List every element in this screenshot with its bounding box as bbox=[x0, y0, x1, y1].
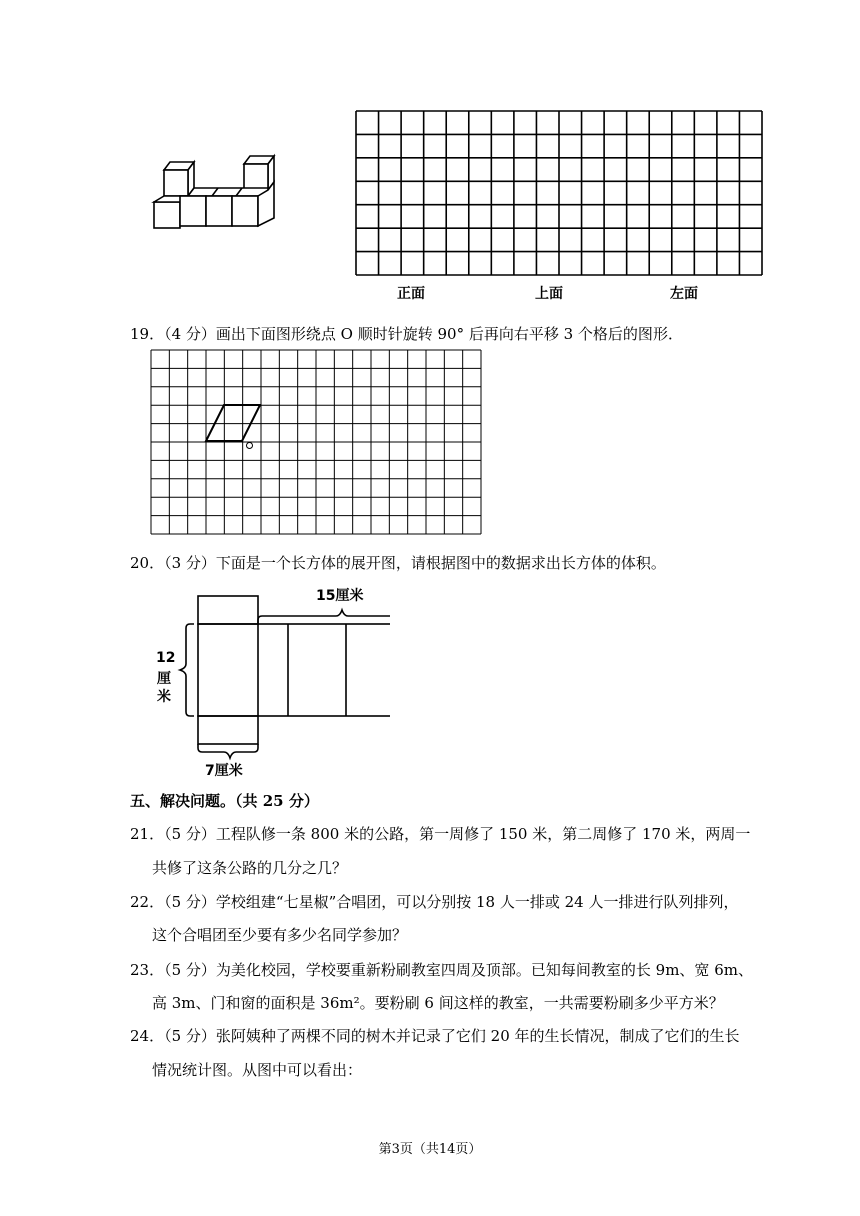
question-21-line2: 共修了这条公路的几分之几？ bbox=[152, 859, 348, 877]
question-24-line1: 24．（5 分）张阿姨种了两棵不同的树木并记录了它们 20 年的生长情况，制成了它们的生长 bbox=[130, 1027, 740, 1045]
left-view-label: 左面 bbox=[670, 286, 698, 302]
section-5-heading: 五、解决问题。（共 25 分） bbox=[130, 792, 319, 810]
question-22-line1: 22．（5 分）学校组建“七星椒”合唱团，可以分别按 18 人一排或 24 人一排进行队列排列， bbox=[130, 893, 739, 911]
top-view-label: 上面 bbox=[535, 286, 563, 302]
cuboid-net bbox=[150, 580, 390, 775]
label-12-unit2: 米 bbox=[157, 689, 171, 705]
question-24-line2: 情况统计图。从图中可以看出： bbox=[152, 1061, 363, 1079]
question-23-line2: 高 3m、门和窗的面积是 36m²。要粉刷 6 间这样的教室，一共需要粉刷多少平方米？ bbox=[152, 994, 724, 1012]
question-22-line2: 这个合唱团至少要有多少名同学参加？ bbox=[152, 926, 408, 944]
label-12-num: 12 bbox=[156, 650, 176, 666]
point-o-marker bbox=[246, 442, 253, 449]
question-23-line1: 23．（5 分）为美化校园，学校要重新粉刷教室四周及顶部。已知每间教室的长 9m、宽 6m、 bbox=[130, 961, 753, 979]
question-19: 19．（4 分）画出下面图形绕点 O 顺时针旋转 90° 后再向右平移 3 个格后的图形． bbox=[130, 325, 683, 343]
question-20: 20．（3 分）下面是一个长方体的展开图，请根据图中的数据求出长方体的体积。 bbox=[130, 554, 666, 572]
question-21-line1: 21．（5 分）工程队修一条 800 米的公路，第一周修了 150 米，第二周修了 170 米，两周一 bbox=[130, 825, 751, 843]
front-view-label: 正面 bbox=[397, 286, 425, 302]
label-7cm: 7厘米 bbox=[205, 763, 243, 779]
page-footer: 第3页（共14页） bbox=[378, 1142, 482, 1157]
cube-figure bbox=[150, 152, 280, 234]
view-grid bbox=[355, 110, 763, 276]
label-15cm: 15厘米 bbox=[316, 588, 364, 604]
label-12-unit1: 厘 bbox=[157, 671, 171, 687]
parallelogram-shape bbox=[150, 349, 482, 535]
